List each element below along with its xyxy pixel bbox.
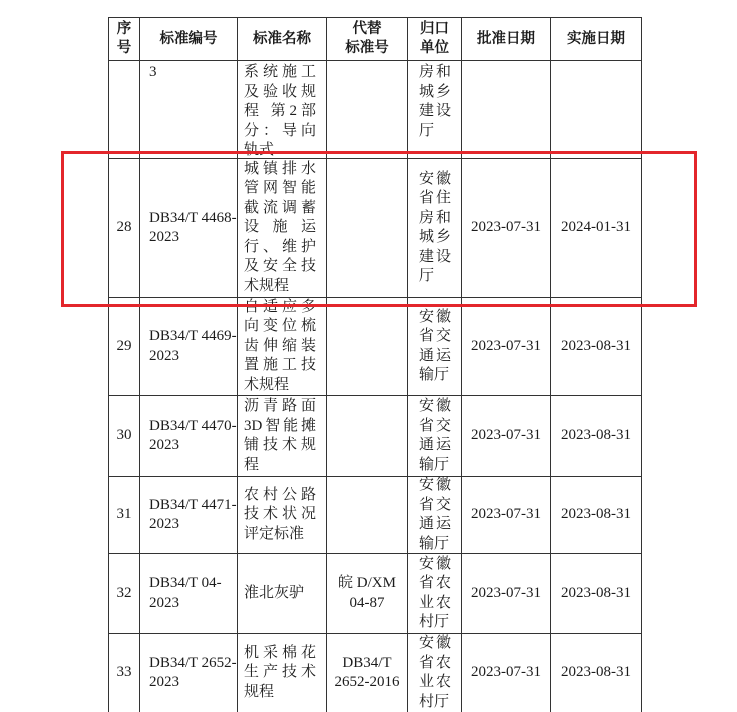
- seq-number: 29: [116, 337, 132, 354]
- name-cell: [238, 61, 327, 159]
- effective-cell: [551, 159, 642, 298]
- standard-code: DB34/T 4468-2023: [149, 209, 237, 245]
- approval-date: 2023-07-31: [471, 584, 541, 601]
- authority: 房和城乡建设厅: [419, 64, 451, 139]
- standard-code: DB34/T 2652-2023: [149, 654, 237, 690]
- replaces-cell: [327, 298, 408, 396]
- seq-cell: [109, 298, 140, 396]
- code-cell: [140, 634, 238, 712]
- seq-cell: [109, 477, 140, 554]
- header-replaces-label: 代替 标准号: [345, 21, 389, 56]
- authority-cell: [408, 634, 462, 712]
- header-seq-label: 序 号: [116, 21, 132, 56]
- header-cell-effective: [551, 18, 642, 61]
- header-approved-label: 批准日期: [477, 30, 535, 47]
- header-code-label: 标准编号: [159, 30, 218, 47]
- replaces-cell: [327, 396, 408, 477]
- approval-date: 2023-07-31: [471, 337, 541, 354]
- authority: 安徽省住房和城乡建设厅: [419, 170, 451, 284]
- effective-date: 2023-08-31: [561, 664, 631, 681]
- standard-code: DB34/T 4470-2023: [149, 417, 237, 453]
- code-cell: [140, 396, 238, 477]
- replaced-standard: 皖 D/XM 04-87: [338, 575, 396, 611]
- authority: 安徽省交通运输厅: [419, 308, 451, 383]
- effective-cell: [551, 477, 642, 554]
- replaces-cell: [327, 634, 408, 712]
- seq-cell: [109, 554, 140, 634]
- effective-cell: [551, 634, 642, 712]
- seq-cell: [109, 159, 140, 298]
- header-cell-approved: [462, 18, 551, 61]
- name-cell: [238, 396, 327, 477]
- approval-date: 2023-07-31: [471, 427, 541, 444]
- effective-date: 2023-08-31: [561, 337, 631, 354]
- effective-cell: [551, 61, 642, 159]
- standard-name: 自适应多向变位梳齿伸缩装置施工技术规程: [244, 298, 316, 393]
- name-cell: [238, 554, 327, 634]
- standard-name: 农村公路技术状况评定标准: [244, 486, 316, 542]
- approved-cell: [462, 634, 551, 712]
- effective-cell: [551, 298, 642, 396]
- effective-date: 2023-08-31: [561, 584, 631, 601]
- standard-name: 城镇排水管网智能截流调蓄设施运行、维护及安全技术规程: [244, 160, 316, 294]
- standard-code: DB34/T 4471-2023: [149, 496, 237, 532]
- approved-cell: [462, 61, 551, 159]
- header-cell-authority: [408, 18, 462, 61]
- seq-cell: [109, 396, 140, 477]
- replaces-cell: [327, 554, 408, 634]
- authority: 安徽省交通运输厅: [419, 477, 451, 552]
- effective-date: 2023-08-31: [561, 427, 631, 444]
- seq-cell: [109, 634, 140, 712]
- replaces-cell: [327, 477, 408, 554]
- approved-cell: [462, 298, 551, 396]
- name-cell: [238, 298, 327, 396]
- authority-cell: [408, 477, 462, 554]
- standard-code: 3: [149, 64, 157, 80]
- header-effective-label: 实施日期: [567, 30, 625, 47]
- approved-cell: [462, 477, 551, 554]
- authority: 安徽省农业农村厅: [419, 635, 451, 710]
- name-cell: [238, 634, 327, 712]
- standard-code: DB34/T 4469-2023: [149, 328, 237, 364]
- authority-cell: [408, 396, 462, 477]
- code-cell: [140, 61, 238, 159]
- effective-date: 2023-08-31: [561, 506, 631, 523]
- effective-cell: [551, 396, 642, 477]
- approved-cell: [462, 159, 551, 298]
- approval-date: 2023-07-31: [471, 664, 541, 681]
- authority-cell: [408, 61, 462, 159]
- code-cell: [140, 477, 238, 554]
- header-authority-label: 归口 单位: [420, 21, 449, 56]
- header-cell-name: [238, 18, 327, 61]
- replaces-cell: [327, 159, 408, 298]
- standard-name: 沥青路面3D智能摊铺技术规程: [244, 398, 316, 473]
- seq-number: 28: [116, 219, 132, 236]
- header-name-label: 标准名称: [253, 30, 311, 47]
- seq-number: 30: [116, 427, 132, 444]
- effective-date: 2024-01-31: [561, 219, 631, 236]
- approval-date: 2023-07-31: [471, 506, 541, 523]
- replaced-standard: DB34/T 2652-2016: [334, 654, 400, 690]
- authority-cell: [408, 298, 462, 396]
- replaces-cell: [327, 61, 408, 159]
- seq-cell: [109, 61, 140, 159]
- code-cell: [140, 159, 238, 298]
- authority-cell: [408, 554, 462, 634]
- name-cell: [238, 477, 327, 554]
- header-cell-replaces: [327, 18, 408, 61]
- approved-cell: [462, 396, 551, 477]
- code-cell: [140, 298, 238, 396]
- authority: 安徽省农业农村厅: [419, 555, 451, 630]
- header-cell-seq: [109, 18, 140, 61]
- seq-number: 31: [116, 506, 132, 523]
- approved-cell: [462, 554, 551, 634]
- authority-cell: [408, 159, 462, 298]
- name-cell: [238, 159, 327, 298]
- standard-name: 淮北灰驴: [244, 584, 305, 601]
- authority: 安徽省交通运输厅: [419, 398, 451, 473]
- seq-number: 32: [116, 584, 132, 601]
- standards-table: [108, 17, 642, 712]
- code-cell: [140, 554, 238, 634]
- standard-name: 机采棉花生产技术规程: [244, 644, 316, 700]
- header-cell-code: [140, 18, 238, 61]
- approval-date: 2023-07-31: [471, 219, 541, 236]
- standard-name: 系统施工及验收规程 第2部分：导向轨式: [244, 64, 316, 158]
- seq-number: 33: [116, 664, 132, 681]
- effective-cell: [551, 554, 642, 634]
- standard-code: DB34/T 04-2023: [149, 575, 222, 611]
